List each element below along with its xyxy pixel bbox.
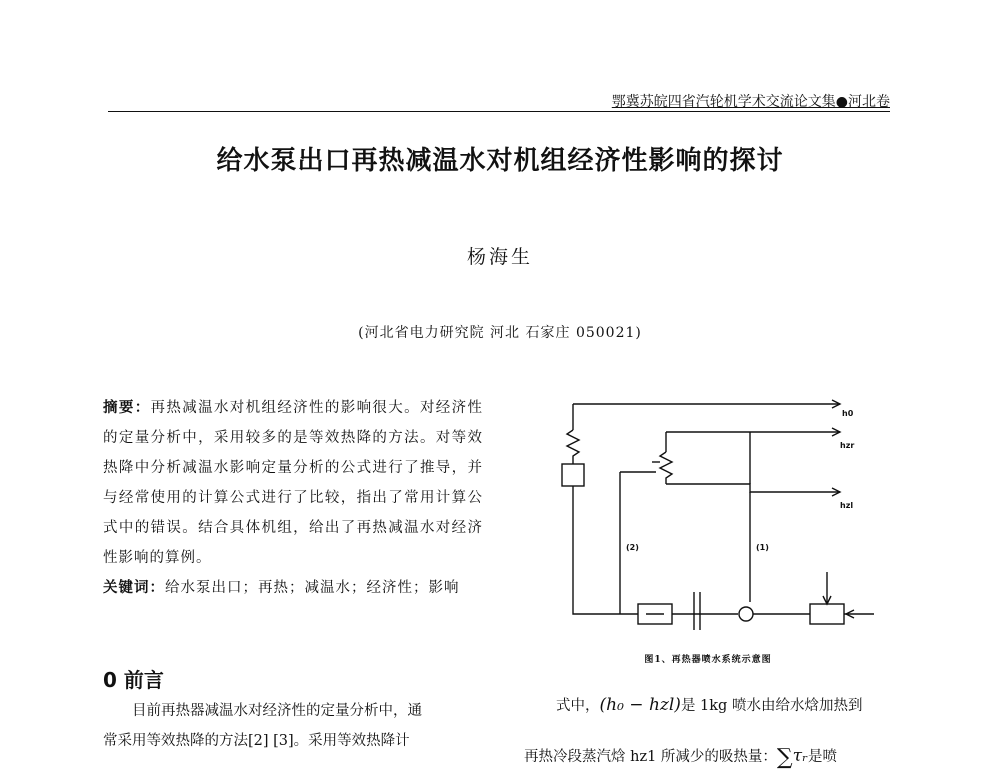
affiliation: (河北省电力研究院 河北 石家庄 050021) bbox=[358, 325, 642, 341]
label-hzr: hzr bbox=[840, 441, 855, 450]
sum-symbol: ∑ bbox=[776, 745, 793, 770]
paper-title: 给水泵出口再热减温水对机组经济性影响的探讨 bbox=[216, 146, 784, 176]
abstract-label: 摘要： bbox=[103, 400, 151, 416]
right-line-1 bbox=[524, 680, 904, 731]
intro-paragraph bbox=[103, 696, 493, 756]
label-path2: (2) bbox=[626, 543, 639, 552]
figure-caption: 图1、再热器喷水系统示意图 bbox=[644, 655, 772, 665]
author-name: 杨海生 bbox=[466, 246, 533, 268]
zigzag-left bbox=[567, 430, 579, 464]
label-path1: (1) bbox=[756, 543, 769, 552]
right-l1-pre: 式中， bbox=[556, 698, 600, 714]
abstract-text: 再热减温水对机组经济性的影响很大。对经济性的定量分析中，采用较多的是等效热降的方法。对等效热降中分析减温水影响定量分析的公式进行了推导，并与经常使用的计算公式进行了比较，指出了常用计算公式中的错误。结合具体机组，给出了再热减温水对经济性影响的算例。 bbox=[103, 400, 484, 566]
intro-line-2: 常采用等效热降的方法[2] [3]。采用等效热降计 bbox=[103, 733, 410, 749]
section-heading bbox=[103, 664, 164, 693]
hzl-line bbox=[666, 484, 840, 492]
running-header-text: 鄂冀苏皖四省汽轮机学术交流论文集●河北卷 bbox=[611, 94, 890, 110]
label-h0: h0 bbox=[842, 409, 854, 418]
label-hzl: hzl bbox=[840, 501, 854, 510]
right-l1-post: 是 1kg 喷水由给水焓加热到 bbox=[680, 698, 863, 714]
right-box bbox=[810, 604, 844, 624]
pump-circle bbox=[739, 607, 753, 621]
reheater-spray-diagram bbox=[548, 392, 888, 642]
keywords-label: 关键词： bbox=[103, 580, 165, 596]
right-l2-pre: 再热冷段蒸汽焓 hz1 所减少的吸热量： bbox=[524, 749, 777, 765]
abstract bbox=[103, 393, 483, 603]
zigzag-reheater bbox=[660, 452, 672, 484]
right-l2-post: 是喷 bbox=[807, 749, 837, 765]
left-box bbox=[562, 464, 584, 486]
formula-tau: τᵣ bbox=[792, 746, 808, 766]
formula-h0-hzl: (h₀ − hzl) bbox=[599, 695, 681, 715]
running-header bbox=[108, 93, 890, 112]
double-bars bbox=[694, 592, 700, 630]
intro-line-1: 目前再热器减温水对经济性的定量分析中，通 bbox=[132, 703, 422, 719]
right-column-text bbox=[524, 680, 904, 783]
section-number: 0 bbox=[103, 668, 117, 692]
right-line-2 bbox=[524, 731, 904, 783]
section-title: 前言 bbox=[123, 668, 164, 692]
keywords-text: 给水泵出口；再热；减温水；经济性；影响 bbox=[165, 580, 460, 596]
